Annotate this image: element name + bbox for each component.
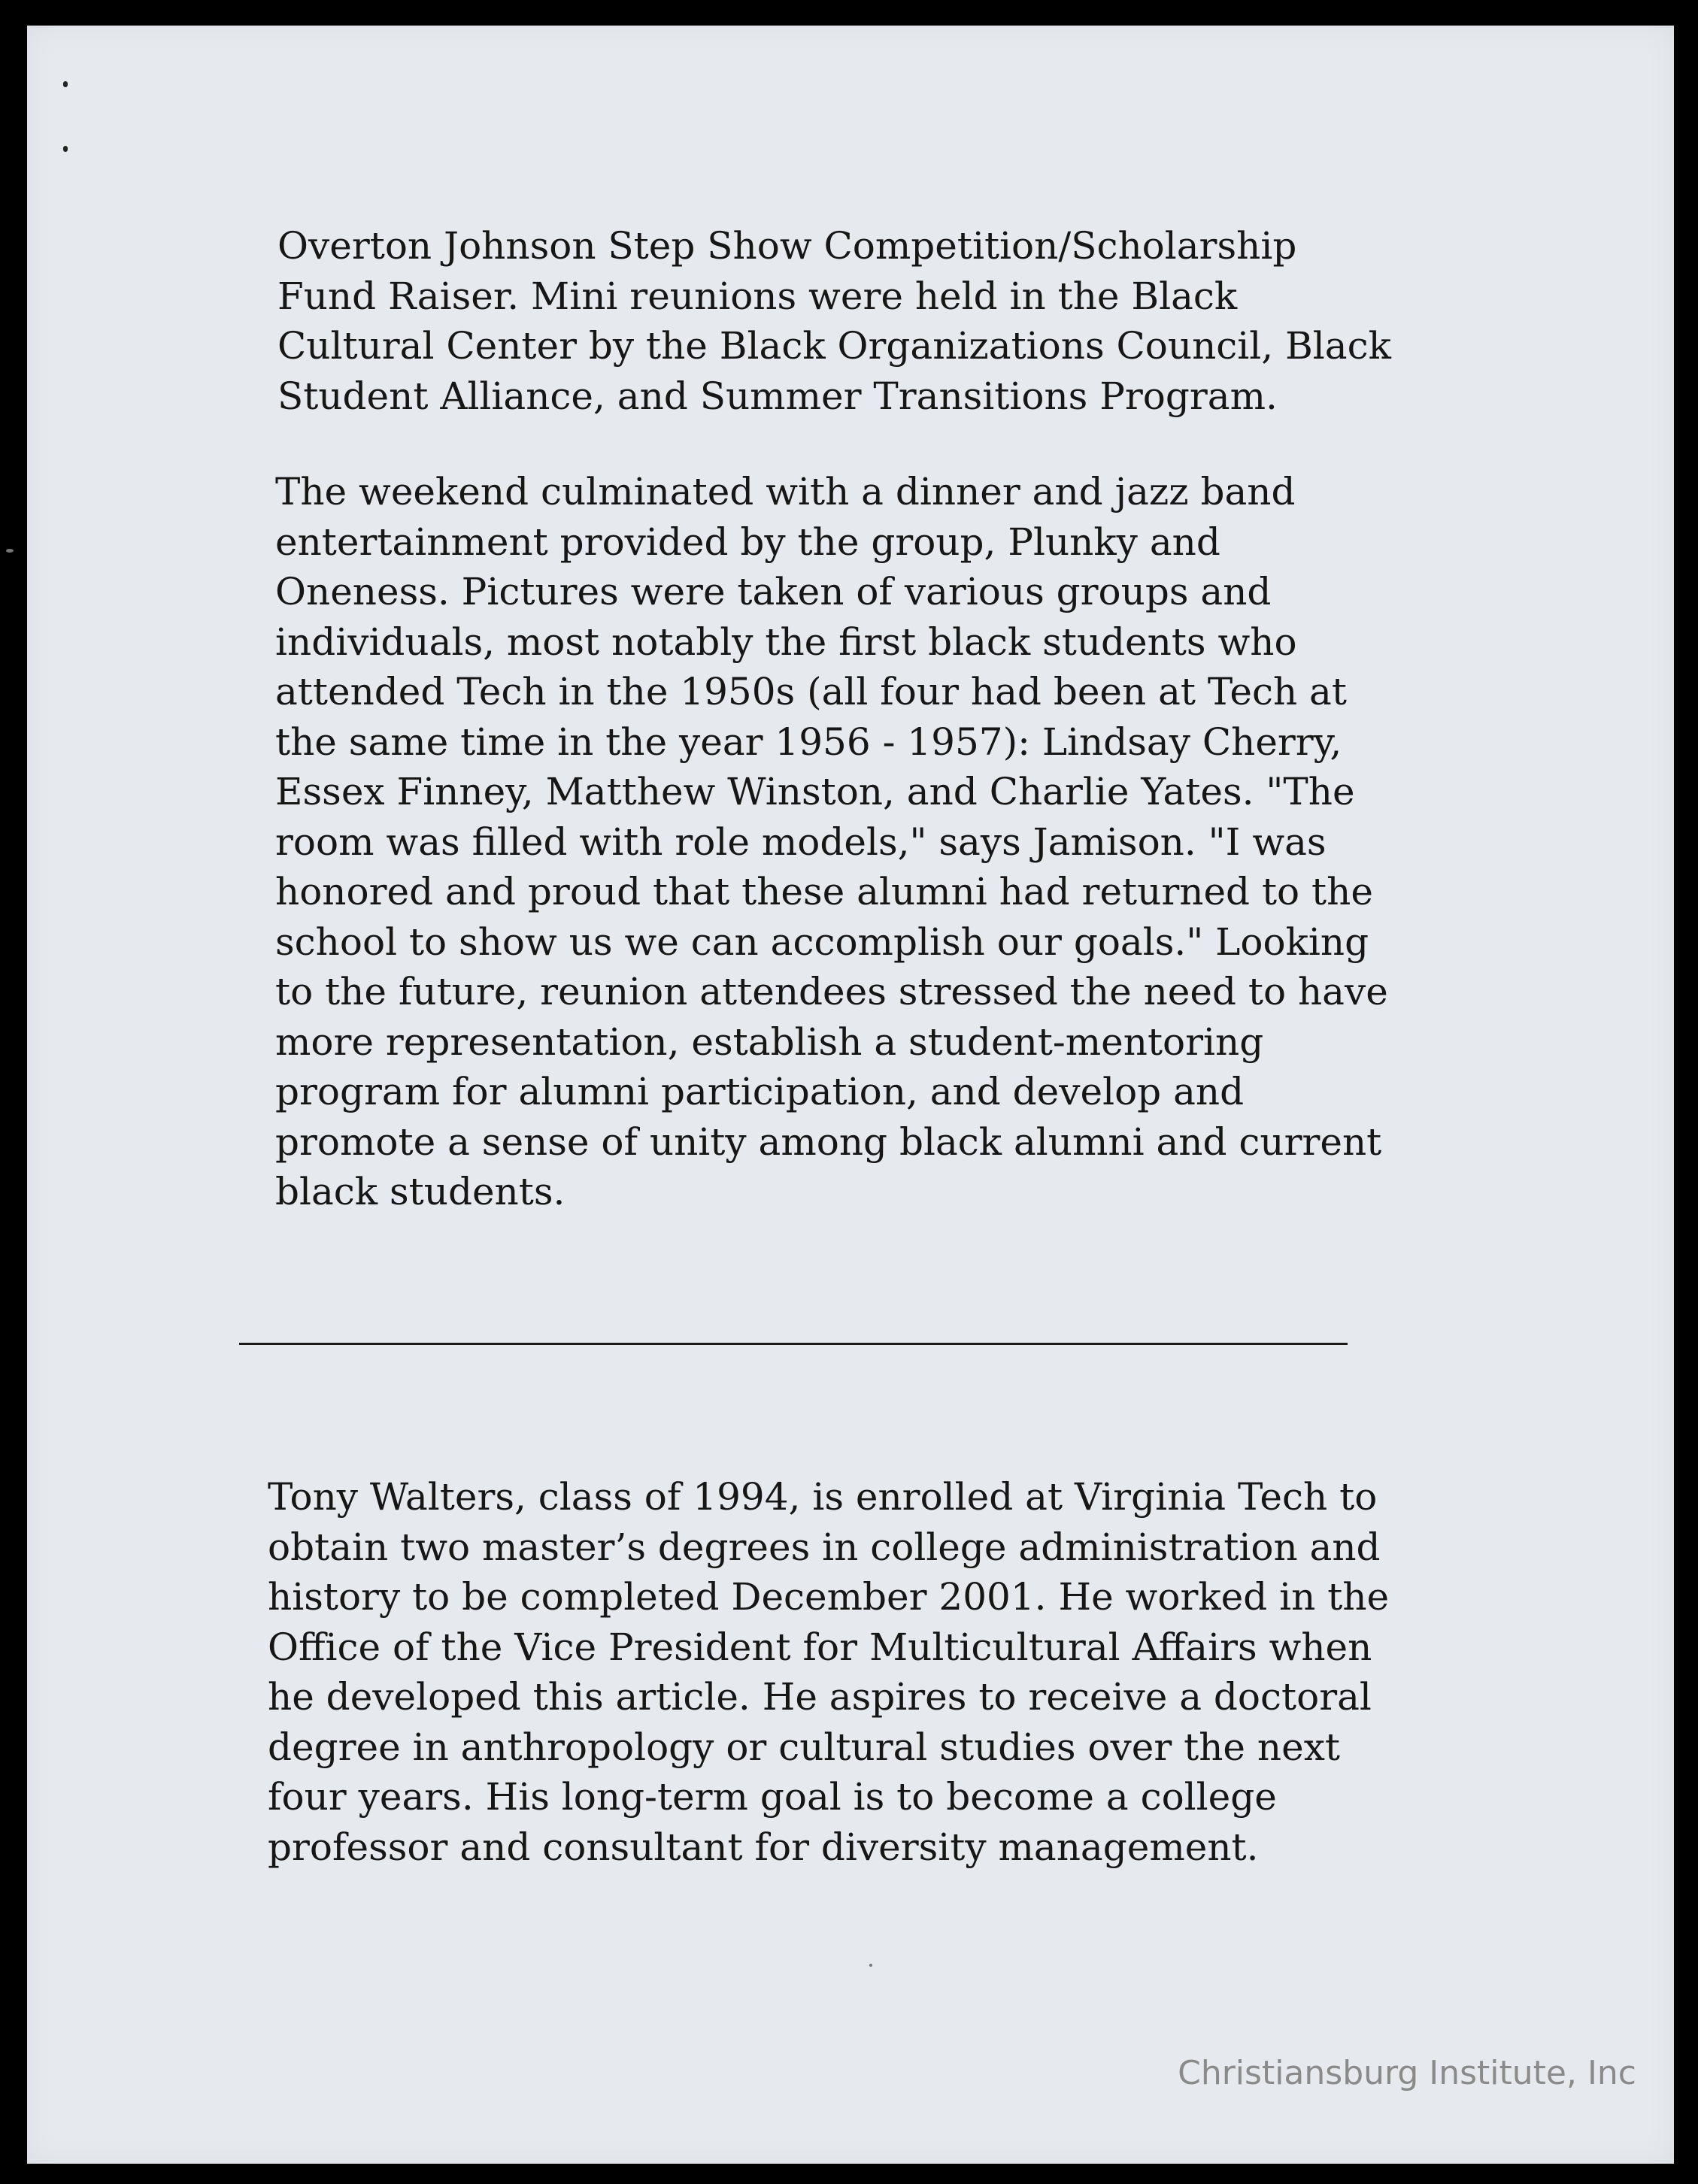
text-line: attended Tech in the 1950s (all four had been at Tech at <box>275 670 1347 713</box>
text-line: Oneness. Pictures were taken of various groups and <box>275 570 1272 613</box>
text-line: program for alumni participation, and develop and <box>275 1070 1245 1113</box>
text-line: Essex Finney, Matthew Winston, and Charlie Yates. "The <box>275 770 1355 813</box>
text-line: Fund Raiser. Mini reunions were held in the Black <box>277 274 1238 318</box>
punch-mark-top <box>63 81 68 87</box>
text-line: Cultural Center by the Black Organizations Council, Black <box>277 324 1391 368</box>
text-line: history to be completed December 2001. He worked in the <box>268 1575 1390 1619</box>
text-line: individuals, most notably the first black students who <box>275 619 1297 664</box>
paper-speck <box>869 1964 872 1967</box>
paragraph-author-bio <box>268 1472 1389 1872</box>
text-line: Tony Walters, class of 1994, is enrolled at Virginia Tech to <box>268 1475 1378 1519</box>
text-line: honored and proud that these alumni had returned to the <box>275 870 1373 913</box>
text-line: Overton Johnson Step Show Competition/Scholarship <box>277 224 1297 268</box>
watermark: Christiansburg Institute, Inc <box>1178 2054 1636 2092</box>
text-line: to the future, reunion attendees stressed the need to have <box>275 970 1388 1013</box>
punch-mark-middle <box>63 146 68 152</box>
text-line: he developed this article. He aspires to receive a doctoral <box>268 1675 1372 1719</box>
text-line: promote a sense of unity among black alumni and current <box>275 1119 1382 1164</box>
text-line: degree in anthropology or cultural studies over the next <box>268 1725 1341 1769</box>
text-line: more representation, establish a student-mentoring <box>275 1019 1264 1064</box>
text-line: room was filled with role models," says Jamison. "I was <box>275 819 1327 864</box>
text-line: school to show us we can accomplish our goals." Looking <box>275 919 1369 964</box>
section-divider <box>239 1343 1348 1345</box>
text-line: The weekend culminated with a dinner and jazz band <box>275 470 1296 513</box>
text-line: obtain two master’s degrees in college administration and <box>268 1525 1381 1569</box>
text-line: the same time in the year 1956 - 1957): Lindsay Cherry, <box>275 719 1342 764</box>
paragraph-weekend <box>275 467 1388 1217</box>
text-line: Student Alliance, and Summer Transitions Program. <box>277 374 1278 418</box>
paragraph-step-show <box>277 221 1391 421</box>
text-line: professor and consultant for diversity management. <box>268 1825 1259 1869</box>
paper-speck <box>6 549 14 553</box>
text-line: four years. His long-term goal is to become a college <box>268 1775 1277 1819</box>
text-line: entertainment provided by the group, Plunky and <box>275 519 1220 564</box>
text-line: Office of the Vice President for Multicultural Affairs when <box>268 1625 1372 1669</box>
text-line: black students. <box>275 1170 565 1213</box>
